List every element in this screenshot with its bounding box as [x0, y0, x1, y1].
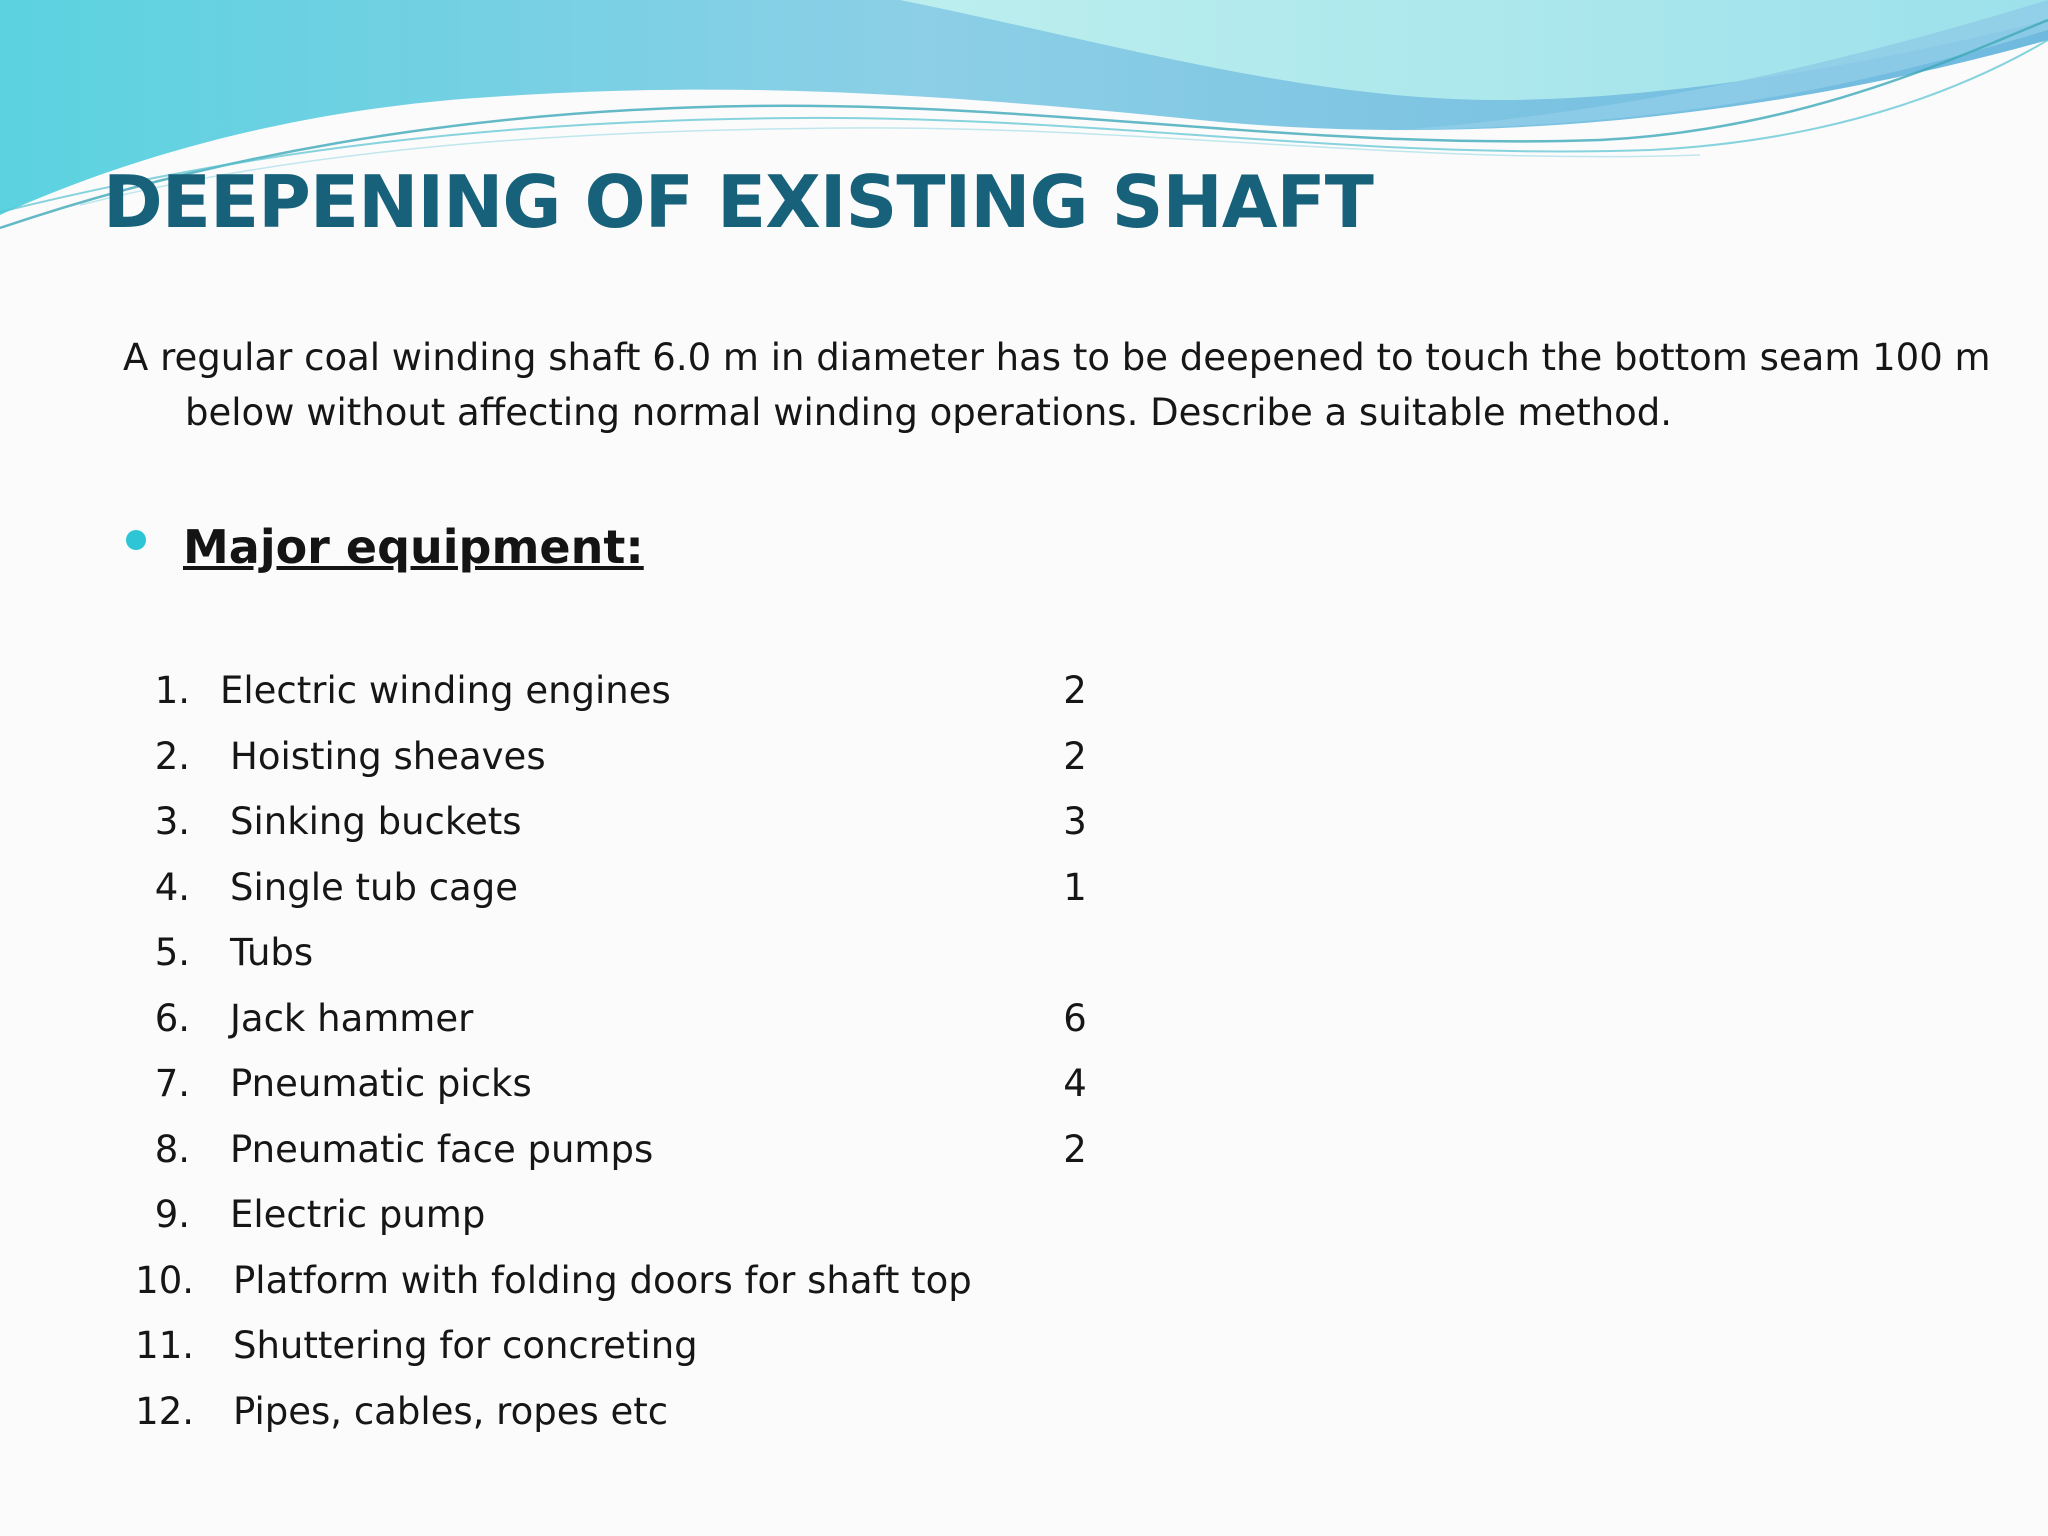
- item-quantity: 6: [1063, 996, 1087, 1040]
- item-number: 1.: [154, 669, 190, 712]
- item-number: 9.: [154, 1193, 190, 1236]
- item-number: 7.: [154, 1062, 190, 1105]
- item-quantity: 3: [1063, 800, 1087, 843]
- item-number: 5.: [154, 931, 190, 974]
- item-number: 2.: [154, 734, 190, 778]
- item-name: Electric winding engines: [220, 669, 671, 712]
- item-name: Shuttering for concreting: [233, 1324, 698, 1367]
- item-name: Tubs: [230, 931, 314, 974]
- item-quantity: 2: [1063, 734, 1087, 778]
- list-item: [130, 1313, 1130, 1379]
- section-heading: Major equipment:: [183, 520, 644, 574]
- item-name: Sinking buckets: [230, 800, 522, 843]
- item-quantity: 2: [1063, 669, 1087, 712]
- list-item: [130, 658, 1130, 724]
- item-name: Pneumatic picks: [230, 1062, 532, 1105]
- item-number: 11.: [135, 1324, 194, 1367]
- list-item: [130, 724, 1130, 790]
- item-quantity: 1: [1063, 865, 1087, 909]
- item-name: Pneumatic face pumps: [230, 1127, 654, 1171]
- item-number: 12.: [135, 1389, 194, 1433]
- list-item: [130, 789, 1130, 855]
- major-equipment-heading: [126, 520, 644, 574]
- item-number: 4.: [154, 865, 190, 909]
- list-item: [130, 1117, 1130, 1183]
- list-item: [130, 986, 1130, 1052]
- list-item: [130, 855, 1130, 921]
- list-item: [130, 1379, 1130, 1445]
- list-item: [130, 920, 1130, 986]
- bullet-dot-icon: [126, 530, 146, 550]
- list-item: [130, 1248, 1130, 1314]
- item-name: Electric pump: [230, 1193, 486, 1236]
- equipment-list: [130, 658, 1130, 1444]
- item-number: 8.: [154, 1127, 190, 1171]
- item-number: 6.: [154, 996, 190, 1040]
- item-name: Pipes, cables, ropes etc: [233, 1389, 669, 1433]
- question-text: A regular coal winding shaft 6.0 m in diameter has to be deepened to touch the bottom seam 100 m below without affecting normal winding operations. Describe a suitable method.: [123, 336, 1991, 434]
- item-name: Platform with folding doors for shaft top: [233, 1258, 972, 1302]
- item-quantity: 2: [1063, 1127, 1087, 1171]
- item-quantity: 4: [1063, 1062, 1087, 1105]
- item-number: 3.: [154, 800, 190, 843]
- list-item: [130, 1182, 1130, 1248]
- list-item: [130, 1051, 1130, 1117]
- item-name: Single tub cage: [230, 865, 518, 909]
- item-name: Hoisting sheaves: [230, 734, 546, 778]
- slide-title: DEEPENING OF EXISTING SHAFT: [103, 160, 1373, 244]
- item-name: Jack hammer: [230, 996, 474, 1040]
- item-number: 10.: [135, 1258, 194, 1302]
